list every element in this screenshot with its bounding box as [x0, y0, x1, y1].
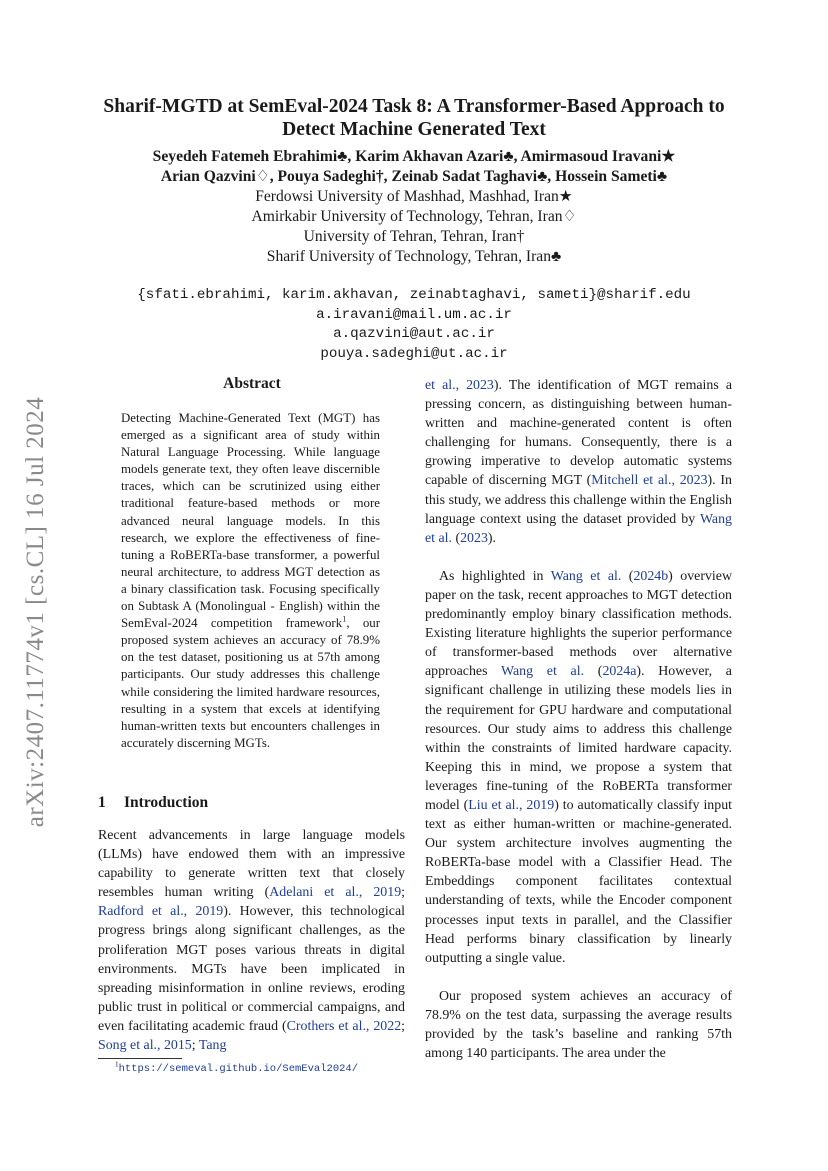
author-block [80, 147, 748, 267]
text-run: ). The identification of MGT remains a pressing concern, as distinguishing between human-written and machine-generated content is often challenging for humans. Consequently, there is a growing imperative to develop automatic systems capable of discerning MGT ( [425, 378, 732, 489]
text-run: ( [621, 568, 634, 584]
footnote-marker[interactable]: 1 [342, 614, 347, 624]
paragraph-gap [425, 548, 732, 567]
email-line-3: a.qazvini@aut.ac.ir [333, 326, 495, 342]
citation-link[interactable]: Mitchell et al., 2023 [591, 473, 708, 489]
text-run: ( [452, 530, 461, 546]
text-run: ). However, this technological progress brings along significant challenges, as the proliferation MGT poses various threats in digital environments. MGTs have been implicated in spreading misinformation in online reviews, eroding public trust in political or commercial campaigns, and even facilitating academic fraud ( [98, 904, 405, 1034]
author-line-1: Seyedeh Fatemeh Ebrahimi♣, Karim Akhavan Azari♣, Amirmasoud Iravani★ [152, 148, 676, 165]
arxiv-identifier: arXiv:2407.11774v1 [cs.CL] 16 Jul 2024 [22, 396, 49, 828]
text-run: ). [487, 530, 496, 546]
footnote [115, 1062, 358, 1075]
paragraph-gap [425, 968, 732, 987]
affiliation-2: Amirkabir University of Technology, Tehran, Iran♢ [251, 208, 577, 225]
text-run: ). However, a significant challenge in utilizing these models lies in the requirement for GPU hardware and computational resources. Our study aims to address this challenge within the constraints of limited hardware capacity. Keeping this in mind, we propose a system that leverages fine-tuning of the RoBERTa transformer model ( [425, 664, 732, 813]
email-line-4: pouya.sadeghi@ut.ac.ir [320, 345, 508, 362]
introduction-paragraph-1 [98, 826, 405, 1055]
text-run: As highlighted in [439, 568, 551, 584]
abstract-text-part-2: , our proposed system achieves an accuracy of 78.9% on the test dataset, positioning us at 57th among participants. Our study addresses this challenge while considering the limited hardware resources, resulting in a system that excels at identifying human-written texts but encounters challenges in accurately discerning MGTs. [121, 616, 380, 750]
author-line-2: Arian Qazvini♢, Pouya Sadeghi†, Zeinab Sadat Taghavi♣, Hossein Sameti♣ [160, 168, 668, 185]
email-line-1: {sfati.ebrahimi, karim.akhavan, zeinabtaghavi, sameti}@sharif.edu [137, 287, 691, 303]
citation-link[interactable]: Radford et al., 2019 [98, 904, 224, 920]
paper-title [80, 95, 748, 141]
intro-paragraph-3: Our proposed system achieves an accuracy of 78.9% on the test data, surpassing the average results provided by the task’s baseline and ranking 57th among 140 participants. The area under the [425, 988, 732, 1062]
citation-link[interactable]: 2024a [602, 664, 637, 680]
text-run: ; [191, 1038, 199, 1054]
text-run: ) overview paper on the task, recent approaches to MGT detection predominantly employ binary classification methods. Existing literature highlights the superior performance of transformer-based methods over alternative approaches [425, 568, 732, 680]
intro-paragraph-2 [425, 567, 732, 968]
email-block [80, 286, 748, 364]
citation-link[interactable]: 2024b [633, 568, 669, 584]
footnote-url-link[interactable]: https://semeval.github.io/SemEval2024/ [118, 1063, 359, 1075]
affiliation-4: Sharif University of Technology, Tehran, Iran♣ [266, 248, 562, 265]
abstract-text-part-1: Detecting Machine-Generated Text (MGT) has emerged as a significant area of study within Natural Language Processing. While language models generate text, they often leave discernible traces, which can be scrutinized using either traditional feature-based methods or more advanced neural language models. In this research, we explore the effectiveness of fine-tuning a RoBERTa-base transformer, a powerful neural architecture, to address MGT detection as a binary classification task. Focusing specifically on Subtask A (Monolingual - English) within the SemEval-2024 competition framework [121, 411, 380, 631]
citation-link[interactable]: Tang [198, 1038, 227, 1054]
footnote-number: 1 [115, 1060, 119, 1069]
citation-link[interactable]: et al., 2023 [425, 378, 494, 393]
intro-paragraph-continued [425, 376, 732, 548]
text-run: Recent advancements in large language models (LLMs) have endowed them with an impressive capability to generate written text that closely resembles human writing ( [98, 828, 405, 901]
text-run: ( [584, 664, 603, 680]
affiliation-3: University of Tehran, Tehran, Iran† [303, 228, 525, 245]
section-number: 1 [98, 794, 106, 811]
citation-link[interactable]: 2023 [460, 530, 488, 546]
text-run: ; [401, 1018, 405, 1034]
abstract-text [121, 410, 380, 752]
email-line-2: a.iravani@mail.um.ac.ir [316, 306, 512, 323]
text-run: ). In this study, we address this challenge within the English language context using the dataset provided by [425, 473, 732, 527]
section-title: Introduction [124, 794, 209, 811]
abstract-heading: Abstract [223, 375, 281, 392]
title-line-1: Sharif-MGTD at SemEval-2024 Task 8: A Transformer-Based Approach to [103, 96, 725, 117]
text-run: ) to automatically classify input text as either human-written or machine-generated. Our system architecture involves augmenting the RoBERTa-base model with a Classifier Head. The Embeddings component facilitates contextual understanding of texts, while the Encoder component processes input texts in parallel, and the Classifier Head performs binary classification by linearly outputting a single value. [425, 797, 732, 966]
citation-link[interactable]: Wang et al. [500, 664, 585, 680]
citation-link[interactable]: Song et al., 2015 [98, 1038, 192, 1054]
citation-link[interactable]: Wang et al. [550, 568, 622, 584]
citation-link[interactable]: Adelani et al., 2019 [269, 885, 402, 901]
citation-link[interactable]: Liu et al., 2019 [468, 797, 555, 813]
citation-link[interactable]: Crothers et al., 2022 [286, 1018, 402, 1034]
title-line-2: Detect Machine Generated Text [282, 119, 546, 140]
text-run: ; [401, 885, 405, 901]
citation-link[interactable]: Wang et al. [425, 511, 732, 546]
footnote-divider [98, 1058, 182, 1059]
section-heading-introduction [98, 794, 208, 812]
right-column [425, 376, 732, 1063]
arxiv-sidebar [14, 372, 58, 852]
affiliation-1: Ferdowsi University of Mashhad, Mashhad, Iran★ [255, 188, 573, 205]
